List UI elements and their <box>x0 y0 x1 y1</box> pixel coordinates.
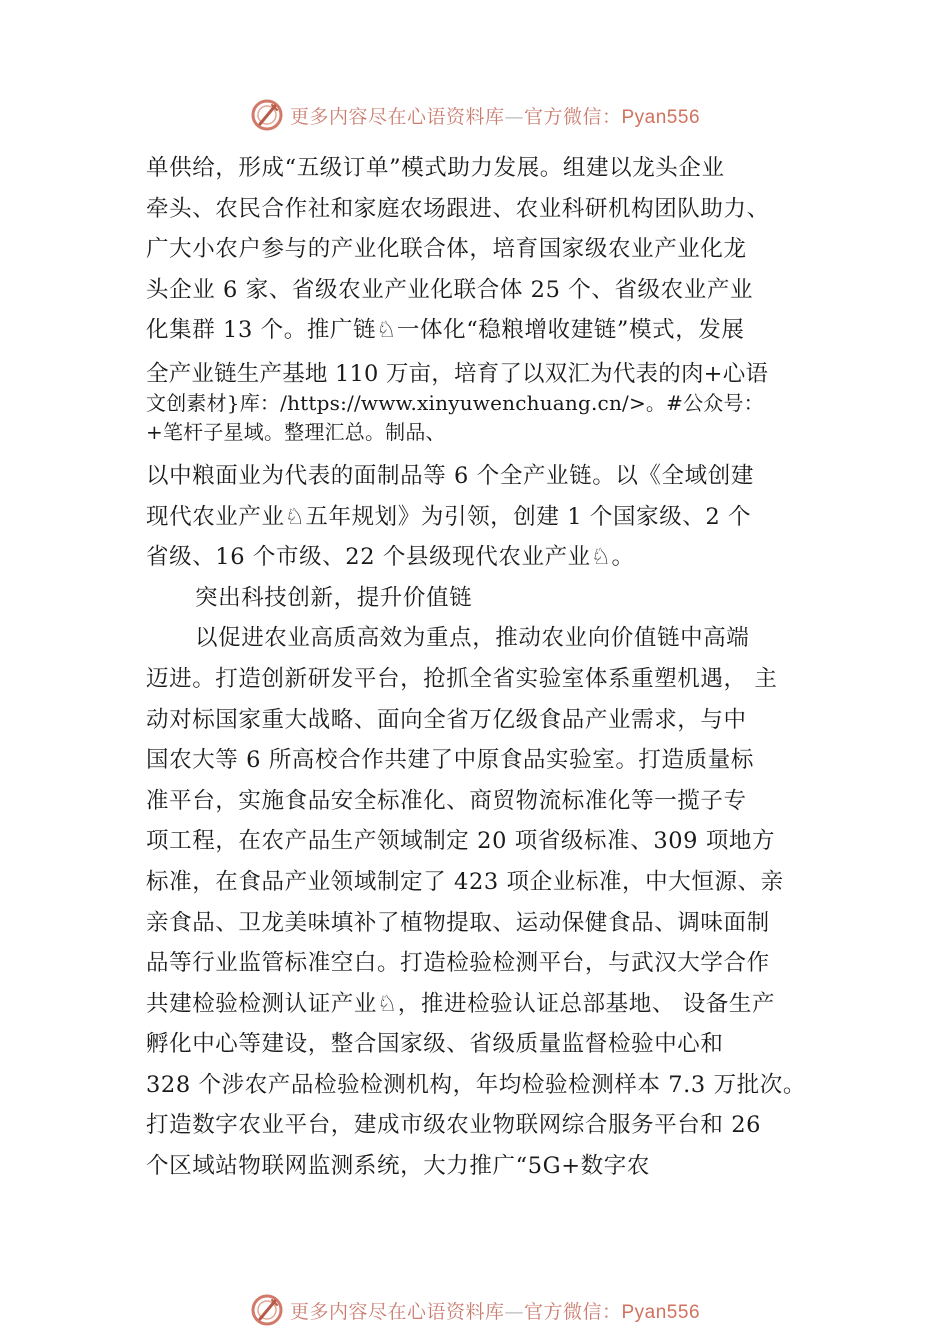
footer-banner <box>0 1288 950 1332</box>
document-body <box>146 148 846 1187</box>
paragraph-line: 328 个涉农产品检验检测机构，年均检验检测样本 7.3 万批次。 <box>146 1071 806 1098</box>
paragraph-line: 现代农业产业♘五年规划》为引领，创建 1 个国家级、2 个 <box>146 503 752 530</box>
paragraph-line: 以中粮面业为代表的面制品等 6 个全产业链。以《全域创建 <box>146 462 754 489</box>
paragraph-line: 孵化中心等建设，整合国家级、省级质量监督检验中心和 <box>146 1031 724 1058</box>
paragraph-line: 标准，在食品产业领域制定了 423 项企业标准，中大恒源、亲 <box>146 868 784 895</box>
paragraph-line: 化集群 13 个。推广链♘一体化“稳粮增收建链”模式，发展 <box>146 317 745 344</box>
paragraph-line: 动对标国家重大战略、面向全省万亿级食品产业需求，与中 <box>146 706 747 733</box>
header-banner <box>0 93 950 137</box>
paragraph-line: 准平台，实施食品安全标准化、商贸物流标准化等一揽子专 <box>146 787 747 814</box>
paragraph-line: 打造数字农业平台，建成市级农业物联网综合服务平台和 26 <box>146 1112 762 1139</box>
paragraph-line: 省级、16 个市级、22 个县级现代农业产业♘。 <box>146 544 635 571</box>
banner-title: 更多内容尽在心语资料库—官方微信：Pyan556 <box>289 1300 701 1323</box>
paragraph-line: 国农大等 6 所高校合作共建了中原食品实验室。打造质量标 <box>146 747 754 774</box>
paragraph-line: 单供给，形成“五级订单”模式助力发展。组建以龙头企业 <box>146 155 725 181</box>
seal-stamp-icon <box>250 1293 284 1327</box>
paragraph-line: +笔杆子星域。整理汇总。制品、 <box>146 419 446 444</box>
paragraph-line: 牵头、农民合作社和家庭农场跟进、农业科研机构团队助力、 <box>146 195 770 222</box>
seal-stamp-icon <box>250 98 284 132</box>
paragraph-line: 头企业 6 家、省级农业产业化联合体 25 个、省级农业产业 <box>146 276 754 303</box>
paragraph-line: 个区域站物联网监测系统，大力推广“5G+数字农 <box>146 1153 650 1180</box>
paragraph-line: 广大小农户参与的产业化联合体，培育国家级农业产业化龙 <box>146 236 747 263</box>
paragraph-line: 以促进农业高质高效为重点，推动农业向价值链中高端 <box>195 625 750 652</box>
paragraph-line: 迈进。打造创新研发平台，抢抓全省实验室体系重塑机遇， 主 <box>146 665 778 692</box>
paragraph-line: 全产业链生产基地 110 万亩，培育了以双汇为代表的肉+心语 <box>146 360 769 387</box>
paragraph-line: 文创素材}库：/https://www.xinyuwenchuang.cn/>。#公众号： <box>146 390 764 415</box>
section-heading: 突出科技创新，提升价值链 <box>195 584 473 611</box>
paragraph-line: 亲食品、卫龙美味填补了植物提取、运动保健食品、调味面制 <box>146 909 770 936</box>
paragraph-line: 项工程，在农产品生产领域制定 20 项省级标准、309 项地方 <box>146 828 776 855</box>
banner-title: 更多内容尽在心语资料库—官方微信：Pyan556 <box>289 105 701 128</box>
paragraph-line: 品等行业监管标准空白。打造检验检测平台，与武汉大学合作 <box>146 950 770 977</box>
paragraph-line: 共建检验检测认证产业♘，推进检验认证总部基地、 设备生产 <box>146 990 776 1017</box>
